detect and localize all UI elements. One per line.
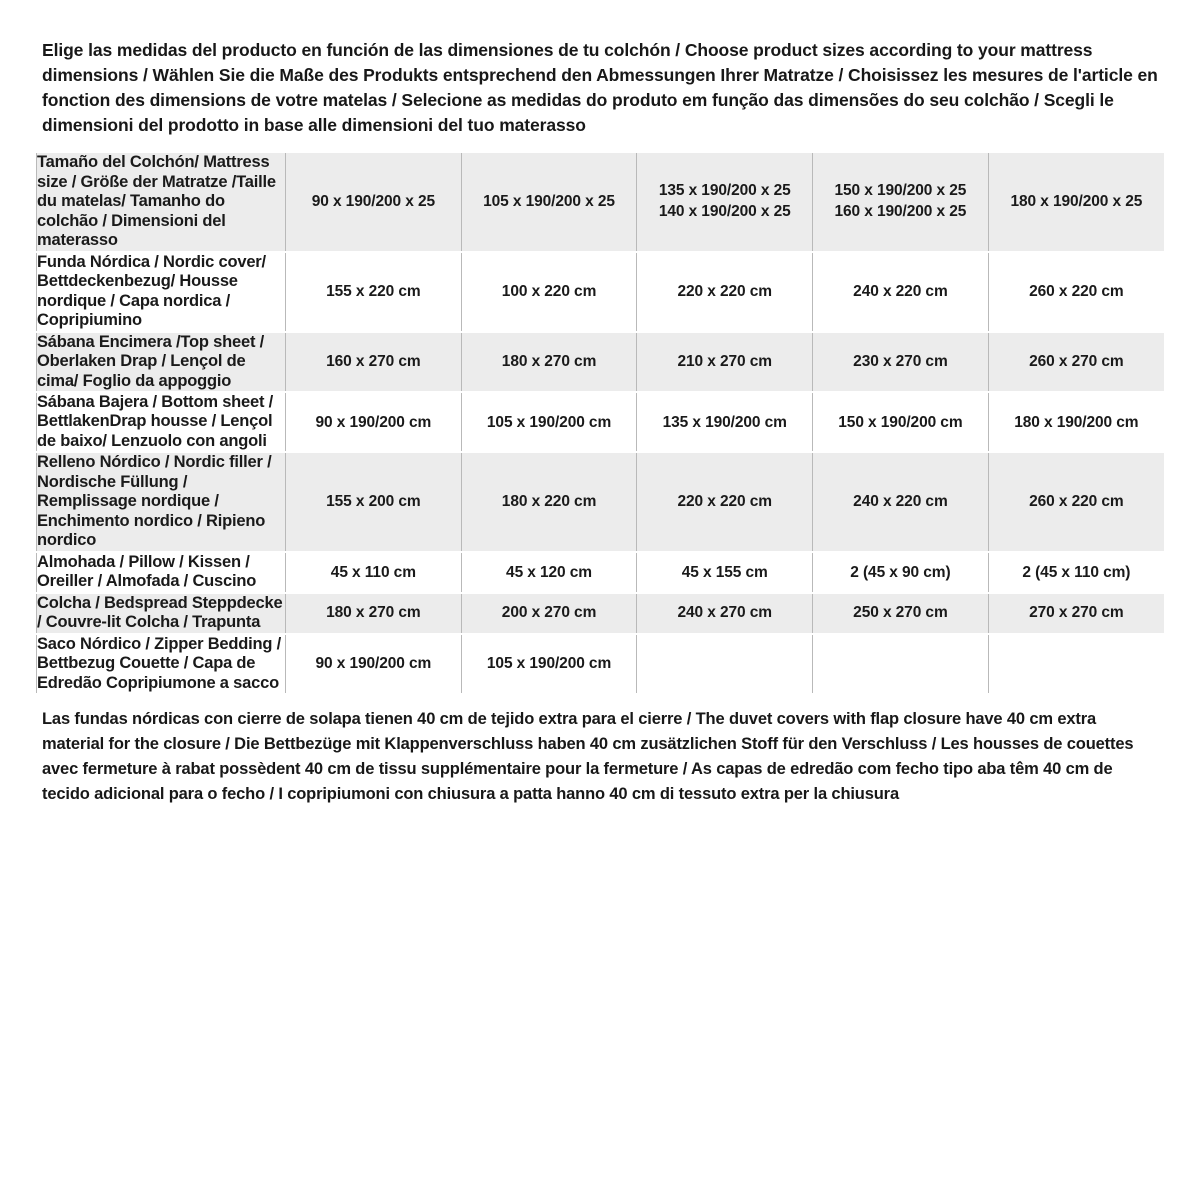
row-value: 260 x 220 cm xyxy=(988,253,1164,331)
header-col-4 xyxy=(813,153,989,250)
row-label: Saco Nórdico / Zipper Bedding / Bettbezug Couette / Capa de Edredão Copripiumone a sacco xyxy=(37,635,286,693)
table-row xyxy=(37,333,1165,391)
row-value: 210 x 270 cm xyxy=(637,333,813,391)
header-col-4-line-2: 160 x 190/200 x 25 xyxy=(834,203,967,221)
row-value: 90 x 190/200 cm xyxy=(286,393,462,451)
row-label: Funda Nórdica / Nordic cover/ Bettdeckenbezug/ Housse nordique / Capa nordica / Copripiumino xyxy=(37,253,286,331)
header-col-1 xyxy=(286,153,462,250)
row-value xyxy=(988,635,1164,693)
header-col-1-line-1: 90 x 190/200 x 25 xyxy=(311,192,435,210)
table-row xyxy=(37,635,1165,693)
row-value: 45 x 110 cm xyxy=(286,553,462,592)
row-value: 160 x 270 cm xyxy=(286,333,462,391)
row-value: 240 x 220 cm xyxy=(813,253,989,331)
header-col-3-line-2: 140 x 190/200 x 25 xyxy=(658,203,791,221)
table-row xyxy=(37,453,1165,550)
header-col-3-line-1: 135 x 190/200 x 25 xyxy=(658,182,791,200)
row-value: 220 x 220 cm xyxy=(637,253,813,331)
row-value: 180 x 270 cm xyxy=(286,594,462,633)
header-col-5-line-1: 180 x 190/200 x 25 xyxy=(1010,192,1143,210)
row-label: Almohada / Pillow / Kissen / Oreiller / Almofada / Cuscino xyxy=(37,553,286,592)
row-value: 45 x 155 cm xyxy=(637,553,813,592)
row-value xyxy=(637,635,813,693)
row-label: Colcha / Bedspread Steppdecke / Couvre-lit Colcha / Trapunta xyxy=(37,594,286,633)
row-label: Relleno Nórdico / Nordic filler / Nordische Füllung / Remplissage nordique / Enchimento nordico / Ripieno nordico xyxy=(37,453,286,550)
row-value: 240 x 220 cm xyxy=(813,453,989,550)
row-value: 100 x 220 cm xyxy=(461,253,637,331)
header-col-2 xyxy=(461,153,637,250)
header-col-5 xyxy=(988,153,1164,250)
row-value: 180 x 270 cm xyxy=(461,333,637,391)
table-row xyxy=(37,594,1165,633)
row-value: 45 x 120 cm xyxy=(461,553,637,592)
mattress-size-table xyxy=(36,153,1164,693)
row-value: 155 x 200 cm xyxy=(286,453,462,550)
row-value: 270 x 270 cm xyxy=(988,594,1164,633)
header-label-cell: Tamaño del Colchón/ Mattress size / Größe der Matratze /Taille du matelas/ Tamanho do colchão / Dimensioni del materasso xyxy=(37,153,286,250)
row-value: 105 x 190/200 cm xyxy=(461,393,637,451)
header-col-2-line-1: 105 x 190/200 x 25 xyxy=(483,192,615,210)
table-row xyxy=(37,253,1165,331)
intro-text: Elige las medidas del producto en función de las dimensiones de tu colchón / Choose product sizes according to your mattress dimensions / Wählen Sie die Maße des Produkts entsprechend den Abmessungen Ihrer Matratze / Choisissez les mesures de l'article en fonction des dimensions de votre matelas / Selecione as medidas do produto em função das dimensões do seu colchão / Scegli le dimensioni del prodotto in base alle dimensioni del tuo materasso xyxy=(42,40,1158,135)
table-row xyxy=(37,393,1165,451)
row-label: Sábana Bajera / Bottom sheet / BettlakenDrap housse / Lençol de baixo/ Lenzuolo con angoli xyxy=(37,393,286,451)
header-col-4-line-1: 150 x 190/200 x 25 xyxy=(834,182,967,200)
table-header-row xyxy=(37,153,1165,250)
row-value: 2 (45 x 90 cm) xyxy=(813,553,989,592)
footnote-text: Las fundas nórdicas con cierre de solapa tienen 40 cm de tejido extra para el cierre / The duvet covers with flap closure have 40 cm extra material for the closure / Die Bettbezüge mit Klappenverschluss haben 40 cm zusätzlichen Stoff für den Verschluss / Les housses de couettes avec fermeture à rabat possèdent 40 cm de tissu supplémentaire pour la fermeture / As capas de edredão com fecho tipo aba têm 40 cm de tecido adicional para o fecho / I copripiumoni con chiusura a patta hanno 40 cm di tessuto extra per la chiusura xyxy=(42,710,1134,804)
row-value: 150 x 190/200 cm xyxy=(813,393,989,451)
row-value: 240 x 270 cm xyxy=(637,594,813,633)
row-value xyxy=(813,635,989,693)
row-value: 200 x 270 cm xyxy=(461,594,637,633)
row-value: 180 x 220 cm xyxy=(461,453,637,550)
row-value: 250 x 270 cm xyxy=(813,594,989,633)
row-value: 155 x 220 cm xyxy=(286,253,462,331)
row-value: 180 x 190/200 cm xyxy=(988,393,1164,451)
row-value: 105 x 190/200 cm xyxy=(461,635,637,693)
table-row xyxy=(37,553,1165,592)
row-value: 230 x 270 cm xyxy=(813,333,989,391)
row-value: 135 x 190/200 cm xyxy=(637,393,813,451)
row-label: Sábana Encimera /Top sheet / Oberlaken Drap / Lençol de cima/ Foglio da appoggio xyxy=(37,333,286,391)
row-value: 90 x 190/200 cm xyxy=(286,635,462,693)
header-col-3 xyxy=(637,153,813,250)
row-value: 260 x 270 cm xyxy=(988,333,1164,391)
row-value: 220 x 220 cm xyxy=(637,453,813,550)
row-value: 260 x 220 cm xyxy=(988,453,1164,550)
row-value: 2 (45 x 110 cm) xyxy=(988,553,1164,592)
